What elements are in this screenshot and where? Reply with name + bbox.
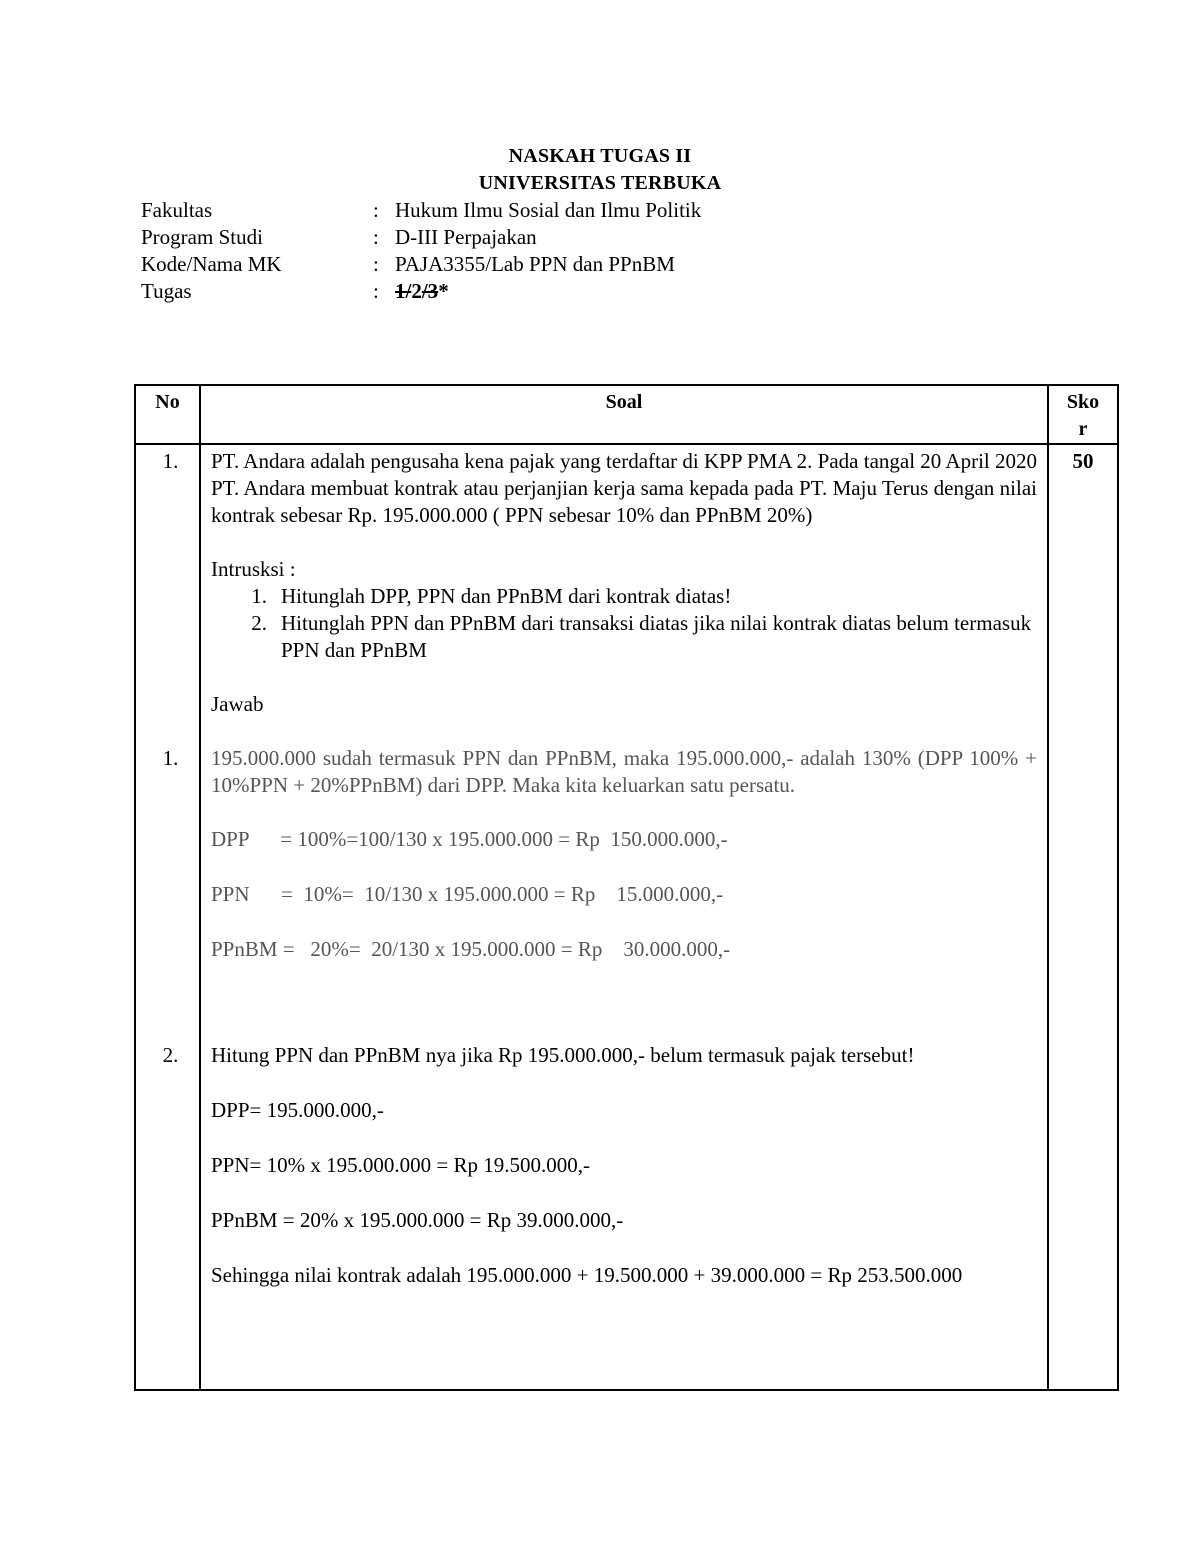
question-text: PT. Andara adalah pengusaha kena pajak yang terdaftar di KPP PMA 2. Pada tangal 20 April 2020 PT. Andara membuat kontrak atau perjanjian kerja sama kepada pada PT. Maju Terus dengan nilai kontrak sebesar Rp. 195.000.000 ( PPN sebesar 10% dan PPnBM 20%) [211,449,1037,527]
meta-colon: : [373,252,379,276]
meta-colon: : [373,279,379,303]
meta-row-tugas [141,278,941,305]
course-info [141,197,941,305]
list-item-text: Hitunglah PPN dan PPnBM dari transaksi diatas jika nilai kontrak diatas belum termasuk PPN dan PPnBM [281,611,1032,662]
list-item-number: 1. [251,584,267,608]
list-item [211,610,1037,664]
list-item-number: 2. [251,611,267,635]
no-cell [135,444,200,1390]
instruksi-label: Intrusksi : [211,557,296,581]
answer-1-intro: 195.000.000 sudah termasuk PPN dan PPnBM, maka 195.000.000,- adalah 130% (DPP 100% + 10%PPN + 20%PPnBM) dari DPP. Maka kita keluarkan satu persatu. [211,746,1037,797]
header-no: No [135,385,200,444]
document-title: NASKAH TUGAS II [508,145,692,167]
table-header-row [135,385,1118,444]
answer-2-dpp: DPP= 195.000.000,- [211,1098,384,1122]
meta-key: Program Studi [141,225,263,249]
answer-2-ppn: PPN= 10% x 195.000.000 = Rp 19.500.000,- [211,1153,590,1177]
instruksi-list [211,583,1037,664]
tugas-value [395,278,941,305]
answer-1-number: 1. [162,746,179,770]
answer-1-ppn: PPN = 10%= 10/130 x 195.000.000 = Rp 15.000.000,- [211,882,724,906]
meta-value: Hukum Ilmu Sosial dan Ilmu Politik [395,198,702,222]
soal-cell [200,444,1048,1390]
meta-row-kode-mk [141,251,941,278]
list-item [211,583,1037,610]
assignment-table [134,384,1119,1391]
meta-key: Tugas [141,279,192,303]
row-number: 1. [162,449,179,473]
header-skor: Skor [1048,385,1118,444]
meta-colon: : [373,225,379,249]
meta-value: PAJA3355/Lab PPN dan PPnBM [395,252,675,276]
table-row [135,444,1118,1390]
jawab-label: Jawab [211,692,264,716]
skor-cell: 50 [1048,444,1118,1390]
meta-key: Kode/Nama MK [141,252,282,276]
answer-1-dpp: DPP = 100%=100/130 x 195.000.000 = Rp 150.000.000,- [211,827,728,851]
list-item-text: Hitunglah DPP, PPN dan PPnBM dari kontrak diatas! [281,584,732,608]
university-title: UNIVERSITAS TERBUKA [478,172,722,194]
meta-row-program-studi [141,224,941,251]
header-soal: Soal [200,385,1048,444]
answer-2-ppnbm: PPnBM = 20% x 195.000.000 = Rp 39.000.000,- [211,1208,624,1232]
answer-2-intro: Hitung PPN dan PPnBM nya jika Rp 195.000.000,- belum termasuk pajak tersebut! [211,1043,915,1067]
tugas-struck-2: /3 [421,279,439,303]
meta-colon: : [373,198,379,222]
answer-2-number: 2. [162,1043,179,1067]
tugas-struck-1: 1/ [395,279,412,303]
tugas-asterisk: * [438,279,449,303]
answer-1-ppnbm: PPnBM = 20%= 20/130 x 195.000.000 = Rp 30.000.000,- [211,937,731,961]
meta-row-fakultas [141,197,941,224]
meta-key: Fakultas [141,198,213,222]
answer-2-total: Sehingga nilai kontrak adalah 195.000.000 + 19.500.000 + 39.000.000 = Rp 253.500.000 [211,1263,963,1287]
tugas-selected: 2 [411,279,422,303]
meta-value: D-III Perpajakan [395,225,537,249]
